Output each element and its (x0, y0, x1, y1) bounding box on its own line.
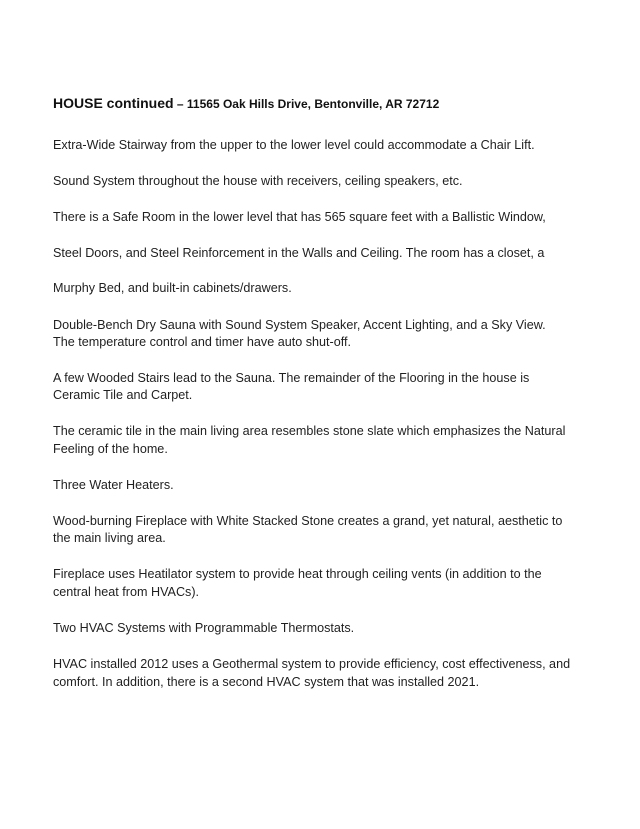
text-line: comfort. In addition, there is a second HVAC system that was installed 2021. (53, 675, 480, 689)
text-line: Two HVAC Systems with Programmable Thermostats. (53, 621, 355, 635)
heading-title: HOUSE continued (53, 95, 174, 111)
text-line: the main living area. (53, 531, 166, 545)
page-heading (53, 95, 439, 111)
text-line: Fireplace uses Heatilator system to provide heat through ceiling vents (in addition to the (53, 567, 542, 581)
text-line: HVAC installed 2012 uses a Geothermal system to provide efficiency, cost effectiveness, and (53, 657, 571, 671)
text-line: Extra-Wide Stairway from the upper to the lower level could accommodate a Chair Lift. (53, 138, 535, 152)
text-line: Double-Bench Dry Sauna with Sound System Speaker, Accent Lighting, and a Sky View. (53, 318, 546, 332)
text-line: Steel Doors, and Steel Reinforcement in the Walls and Ceiling. The room has a closet, a (53, 246, 545, 260)
text-line: central heat from HVACs). (53, 585, 200, 599)
text-line: Sound System throughout the house with receivers, ceiling speakers, etc. (53, 174, 463, 188)
text-line: Wood-burning Fireplace with White Stacked Stone creates a grand, yet natural, aesthetic to (53, 514, 563, 528)
text-line: Ceramic Tile and Carpet. (53, 388, 193, 402)
heading-address: – 11565 Oak Hills Drive, Bentonville, AR 72712 (173, 97, 440, 111)
text-line: The temperature control and timer have auto shut-off. (53, 335, 351, 349)
text-line: There is a Safe Room in the lower level that has 565 square feet with a Ballistic Window, (53, 210, 546, 224)
text-line: Feeling of the home. (53, 442, 168, 456)
text-line: The ceramic tile in the main living area resembles stone slate which emphasizes the Natural (53, 424, 566, 438)
text-line: Murphy Bed, and built-in cabinets/drawers. (53, 281, 292, 295)
text-line: A few Wooded Stairs lead to the Sauna. The remainder of the Flooring in the house is (53, 371, 530, 385)
text-line: Three Water Heaters. (53, 478, 174, 492)
